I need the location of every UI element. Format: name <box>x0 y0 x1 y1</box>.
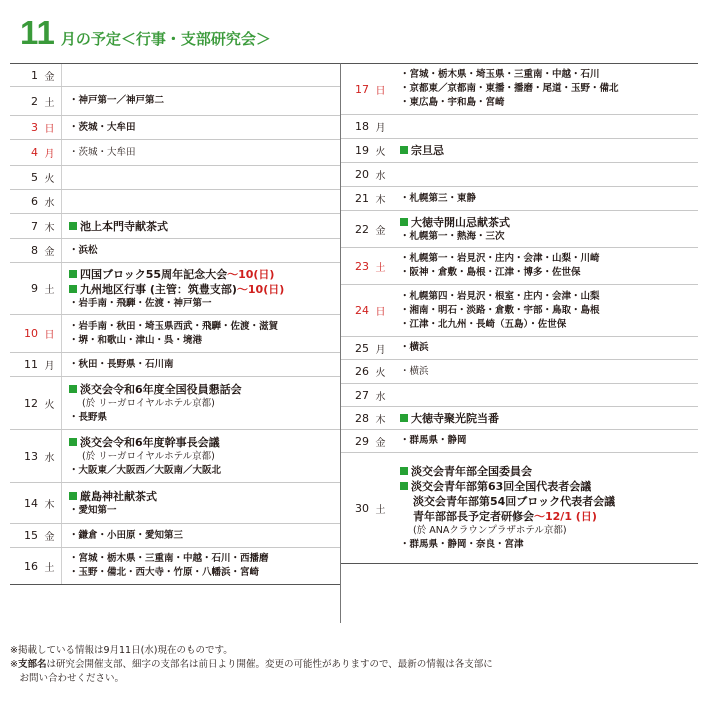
day-row <box>10 214 340 239</box>
date-cell <box>10 166 61 189</box>
weekday: 月 <box>44 149 55 160</box>
weekday: 火 <box>375 147 386 158</box>
weekday: 火 <box>375 368 386 379</box>
date-cell <box>341 248 393 284</box>
date-cell <box>10 353 61 376</box>
weekday: 木 <box>44 499 55 511</box>
day-row <box>341 453 698 564</box>
date-cell <box>10 87 61 115</box>
day-number: 8 <box>31 244 38 257</box>
branch-list: ・湘南・明石・淡路・倉敷・宇部・鳥取・島根 <box>400 304 600 316</box>
title-text: 月の予定＜行事・支部研究会＞ <box>60 30 271 48</box>
day-number: 29 <box>355 434 369 448</box>
date-cell <box>10 239 61 262</box>
branch-list: ・阪神・倉敷・島根・江津・博多・佐世保 <box>400 267 581 278</box>
day-row <box>10 483 340 524</box>
day-number: 14 <box>24 496 38 510</box>
footnote-line-1: ※掲載している情報は9月11日(水)現在のものです。 <box>10 645 233 656</box>
date-cell <box>341 430 393 452</box>
day-events <box>393 384 698 406</box>
day-row <box>10 87 340 116</box>
day-events <box>393 64 698 114</box>
branch-list: ・横浜 <box>400 342 429 353</box>
weekday: 月 <box>44 361 55 372</box>
date-cell <box>10 190 61 213</box>
branch-list: ・札幌第一・熱海・三次 <box>400 230 505 242</box>
branch-list: ・大阪東／大阪西／大阪南／大阪北 <box>69 464 222 476</box>
date-cell <box>341 285 393 336</box>
date-cell <box>10 140 61 165</box>
date-range: ～10(日) <box>236 282 285 296</box>
date-cell <box>10 483 61 523</box>
date-cell <box>10 116 61 139</box>
weekday: 金 <box>375 225 386 237</box>
day-events <box>61 166 340 189</box>
branch-list: ・東広島・宇和島・宮崎 <box>400 97 505 108</box>
day-row <box>341 337 698 360</box>
branch-list: ・堺・和歌山・津山・呉・境港 <box>69 334 203 346</box>
date-cell <box>341 337 393 359</box>
date-cell <box>341 163 393 186</box>
branch-list: ・玉野・備北・西大寺・竹原・八幡浜・宮崎 <box>69 567 260 578</box>
weekday: 金 <box>44 71 55 83</box>
day-events <box>61 190 340 213</box>
day-row <box>10 377 340 430</box>
day-number: 25 <box>355 341 369 355</box>
weekday: 火 <box>44 174 55 185</box>
date-cell <box>10 315 61 352</box>
event-title: 池上本門寺献茶式 <box>69 219 340 234</box>
day-events <box>61 524 340 547</box>
weekday: 土 <box>375 504 386 516</box>
weekday: 日 <box>44 330 55 341</box>
day-number: 5 <box>31 171 38 184</box>
weekday: 土 <box>44 562 55 574</box>
day-number: 9 <box>31 282 38 295</box>
branch-list: ・群馬県・静岡 <box>400 435 467 446</box>
day-number: 10 <box>24 327 38 340</box>
branch-list: ・長野県 <box>69 411 108 423</box>
day-row <box>341 285 698 337</box>
day-number: 22 <box>355 222 369 236</box>
day-events <box>61 263 340 314</box>
day-events <box>393 163 698 186</box>
branch-list: ・茨城・大牟田 <box>69 146 136 158</box>
weekday: 日 <box>375 85 386 97</box>
title-month-number: 11 <box>20 14 55 51</box>
day-events <box>61 548 340 584</box>
branch-list: 淡交会青年部第54回ブロック代表者会議 <box>413 495 616 508</box>
day-number: 15 <box>24 529 38 542</box>
day-row <box>341 360 698 384</box>
date-cell <box>341 115 393 138</box>
branch-list: ・岩手南・秋田・埼玉県西武・飛騨・佐渡・滋賀 <box>69 320 279 332</box>
day-number: 20 <box>355 168 369 181</box>
day-events <box>61 87 340 115</box>
branch-list: ・鎌倉・小田原・愛知第三 <box>69 529 184 541</box>
date-cell <box>10 430 61 482</box>
day-row <box>341 430 698 453</box>
weekday: 土 <box>375 262 386 274</box>
day-events <box>393 115 698 138</box>
footnote-bold-term: 支部名 <box>17 659 47 670</box>
event-title: 淡交会青年部全国委員会 <box>400 464 698 479</box>
day-row <box>10 239 340 263</box>
day-number: 7 <box>31 219 38 233</box>
day-row <box>341 407 698 430</box>
day-events <box>393 248 698 284</box>
branch-list: ・江津・北九州・長崎（五島）・佐世保 <box>400 318 567 330</box>
date-cell <box>341 453 393 563</box>
day-events <box>61 239 340 262</box>
branch-list: 青年部部長予定者研修会～12/1 (日) <box>413 510 597 523</box>
day-events <box>61 377 340 429</box>
day-events <box>61 214 340 238</box>
date-cell <box>341 407 393 429</box>
day-row <box>341 139 698 163</box>
day-number: 16 <box>24 559 38 573</box>
branch-list: ・宮城・栃木県・三重南・中越・石川・西播磨 <box>69 553 269 564</box>
date-range: ～10(日) <box>227 267 275 281</box>
day-number: 12 <box>24 396 38 410</box>
weekday: 木 <box>44 222 55 234</box>
day-row <box>10 430 340 483</box>
day-row <box>10 140 340 166</box>
day-number: 13 <box>24 449 38 463</box>
date-cell <box>341 139 393 162</box>
event-title: 淡交会青年部第63回全国代表者会議 <box>400 479 698 494</box>
weekday: 金 <box>44 247 55 258</box>
branch-list: ・札幌第四・岩見沢・根室・庄内・会津・山梨 <box>400 290 600 302</box>
day-row <box>10 524 340 548</box>
day-number: 2 <box>31 94 38 108</box>
weekday: 土 <box>44 97 55 109</box>
event-title: 大徳寺開山忌献茶式 <box>400 215 698 230</box>
day-events <box>393 430 698 452</box>
day-number: 18 <box>355 120 369 133</box>
branch-list: ・群馬県・静岡・奈良・宮津 <box>400 539 524 550</box>
day-events <box>61 140 340 165</box>
event-title: 淡交会令和6年度全国役員懇話会 <box>69 382 340 397</box>
day-number: 28 <box>355 411 369 425</box>
weekday: 水 <box>375 391 386 403</box>
day-number: 27 <box>355 388 369 402</box>
event-title: 九州地区行事 (主管：筑豊支部)～10(日) <box>69 282 340 297</box>
branch-list: ・茨城・大牟田 <box>69 121 136 133</box>
day-events <box>393 139 698 162</box>
branch-list: ・秋田・長野県・石川南 <box>69 358 174 370</box>
date-cell <box>341 384 393 406</box>
date-cell <box>10 548 61 584</box>
weekday: 木 <box>375 195 386 206</box>
date-cell <box>10 524 61 547</box>
day-events <box>393 285 698 336</box>
day-row <box>341 187 698 211</box>
branch-list: ・神戸第一／神戸第二 <box>69 95 165 106</box>
branch-list: ・宮城・栃木県・埼玉県・三重南・中越・石川 <box>400 69 600 80</box>
day-row <box>10 353 340 377</box>
day-events <box>393 360 698 383</box>
day-row <box>10 166 340 190</box>
day-events <box>393 337 698 359</box>
branch-list: ・浜松 <box>69 244 98 256</box>
branch-list: ・札幌第三・東静 <box>400 192 477 204</box>
date-cell <box>10 214 61 238</box>
calendar-column-left <box>10 63 341 623</box>
event-title: 四国ブロック55周年記念大会～10(日) <box>69 267 340 282</box>
branch-list: ・愛知第一 <box>69 504 117 516</box>
branch-list: ・札幌第一・岩見沢・庄内・会津・山梨・川崎 <box>400 253 600 264</box>
day-number: 19 <box>355 144 369 157</box>
date-cell <box>341 187 393 210</box>
day-row <box>341 64 698 115</box>
event-venue: (於 リーガロイヤルホテル京都) <box>82 397 215 409</box>
calendar-column-right <box>341 63 698 623</box>
event-title: 厳島神社献茶式 <box>69 489 340 504</box>
day-events <box>61 353 340 376</box>
date-cell <box>10 377 61 429</box>
day-number: 30 <box>355 501 369 515</box>
weekday: 金 <box>375 437 386 449</box>
day-row <box>341 248 698 285</box>
day-events <box>61 315 340 352</box>
day-number: 17 <box>355 82 369 96</box>
day-events <box>393 211 698 247</box>
footnote-line-2: ※支部名は研究会開催支部、細字の支部名は前日より開催。変更の可能性がありますので、最新の情報は各支部に <box>10 659 493 670</box>
weekday: 水 <box>44 452 55 464</box>
day-events <box>61 116 340 139</box>
weekday: 月 <box>375 344 386 356</box>
weekday: 月 <box>375 123 386 134</box>
footnotes <box>10 644 700 686</box>
day-row <box>10 263 340 315</box>
weekday: 水 <box>44 198 55 209</box>
day-number: 24 <box>355 304 369 317</box>
event-venue: (於 ANAクラウンプラザホテル京都) <box>413 525 567 536</box>
date-cell <box>10 263 61 314</box>
event-title: 淡交会令和6年度幹事長会議 <box>69 435 340 450</box>
day-number: 6 <box>31 195 38 208</box>
event-title: 宗旦忌 <box>400 143 698 158</box>
schedule-calendar <box>10 63 698 623</box>
weekday: 木 <box>375 414 386 426</box>
weekday: 土 <box>44 285 55 296</box>
weekday: 金 <box>44 532 55 543</box>
event-venue: (於 リーガロイヤルホテル京都) <box>82 450 215 462</box>
weekday: 日 <box>375 307 386 318</box>
day-number: 21 <box>355 192 369 205</box>
day-number: 1 <box>31 68 38 82</box>
date-cell <box>341 360 393 383</box>
weekday: 日 <box>44 124 55 135</box>
branch-list: ・京都東／京都南・東播・播磨・尾道・玉野・備北 <box>400 83 619 94</box>
day-number: 3 <box>31 121 38 134</box>
date-range: ～12/1 (日) <box>534 510 597 523</box>
weekday: 火 <box>44 399 55 411</box>
branch-list: ・横浜 <box>400 365 429 377</box>
footnote-line-3: お問い合わせください。 <box>10 673 125 684</box>
day-row <box>341 163 698 187</box>
date-cell <box>341 211 393 247</box>
day-row <box>341 211 698 248</box>
weekday: 水 <box>375 171 386 182</box>
date-cell <box>10 64 61 86</box>
event-title: 大徳寺聚光院当番 <box>400 411 698 426</box>
day-events <box>393 407 698 429</box>
day-number: 23 <box>355 259 369 273</box>
day-row <box>10 548 340 585</box>
branch-list: ・岩手南・飛騨・佐渡・神戸第一 <box>69 297 212 309</box>
day-events <box>393 453 698 563</box>
day-row <box>341 115 698 139</box>
day-events <box>61 64 340 86</box>
page-title <box>20 16 271 56</box>
day-row <box>10 64 340 87</box>
day-events <box>61 430 340 482</box>
day-number: 4 <box>31 146 38 159</box>
day-number: 11 <box>24 358 38 371</box>
date-cell <box>341 64 393 114</box>
day-row <box>341 384 698 407</box>
day-events <box>61 483 340 523</box>
day-events <box>393 187 698 210</box>
day-row <box>10 190 340 214</box>
day-row <box>10 116 340 140</box>
day-number: 26 <box>355 365 369 378</box>
day-row <box>10 315 340 353</box>
